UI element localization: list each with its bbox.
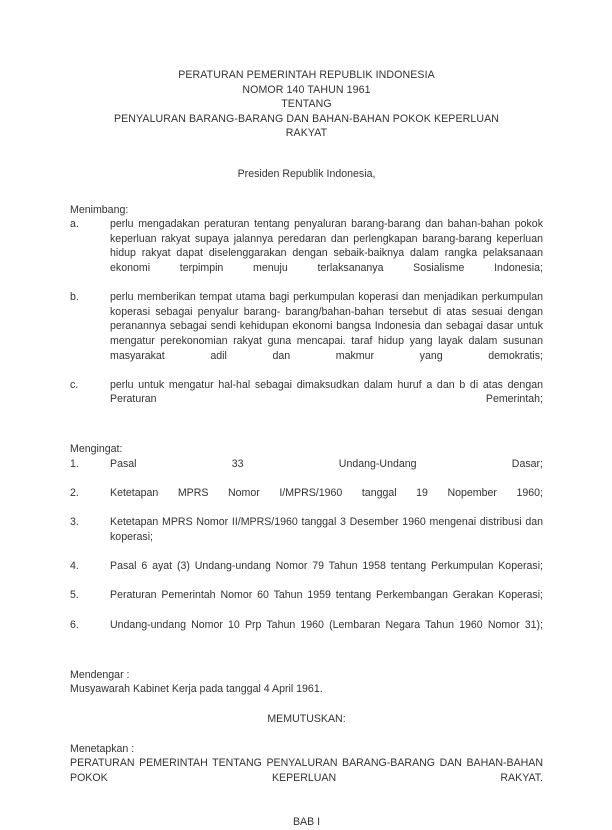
- mengingat-item-marker: 2.: [70, 487, 79, 500]
- menimbang-item: [70, 378, 543, 422]
- mengingat-item-marker: 4.: [70, 560, 79, 573]
- spacer-after-title: [70, 141, 543, 167]
- spacer-after-menimbang: [70, 421, 543, 442]
- mengingat-item-text: Peraturan Pemerintah Nomor 60 Tahun 1959 tentang Perkembangan Gerakan Koperasi;: [110, 589, 543, 602]
- mengingat-item: [70, 559, 543, 588]
- menimbang-item-marker: c.: [70, 378, 79, 391]
- mengingat-item-text: Undang-undang Nomor 10 Prp Tahun 1960 (Lembaran Negara Tahun 1960 Nomor 31);: [110, 618, 543, 631]
- mengingat-item-text: Pasal 6 ayat (3) Undang-undang Nomor 79 Tahun 1958 tentang Perkumpulan Koperasi;: [110, 560, 543, 573]
- mengingat-item-text: Ketetapan MPRS Nomor II/MPRS/1960 tanggal 3 Desember 1960 mengenai distribusi dan koperasi;: [110, 516, 543, 544]
- spacer-after-mendengar: [70, 697, 543, 712]
- title-line-about: TENTANG: [281, 98, 332, 111]
- menetapkan-text: PERATURAN PEMERINTAH TENTANG PENYALURAN BARANG-BARANG DAN BAHAN-BAHAN POKOK KEPERLUAN RAKYAT.: [70, 757, 543, 784]
- spacer-after-mengingat: [70, 647, 543, 668]
- mengingat-item: [70, 457, 543, 486]
- document-title-block: [70, 68, 543, 141]
- menetapkan-heading: Menetapkan :: [70, 742, 135, 755]
- menimbang-item-marker: b.: [70, 291, 79, 304]
- spacer-after-memutuskan: [70, 727, 543, 742]
- mendengar-text: Musyawarah Kabinet Kerja pada tanggal 4 April 1961.: [70, 683, 323, 696]
- title-line-number: NOMOR 140 TAHUN 1961: [242, 83, 371, 96]
- mengingat-item: [70, 588, 543, 617]
- document-issuer: Presiden Republik Indonesia,: [237, 167, 376, 180]
- mengingat-item-marker: 5.: [70, 589, 79, 602]
- menimbang-item-text: perlu untuk mengatur hal-hal sebagai dimaksudkan dalam huruf a dan b di atas dengan Peraturan Pemerintah;: [110, 378, 543, 406]
- mengingat-heading: Mengingat:: [70, 443, 123, 456]
- mendengar-heading: Mendengar :: [70, 668, 130, 681]
- menimbang-list: [70, 217, 543, 421]
- title-line-subject-1: PENYALURAN BARANG-BARANG DAN BAHAN-BAHAN POKOK KEPERLUAN: [113, 112, 500, 125]
- menimbang-item-marker: a.: [70, 218, 79, 231]
- title-line-regulation: PERATURAN PEMERINTAH REPUBLIK INDONESIA: [178, 69, 435, 81]
- spacer-after-issuer: [70, 182, 543, 203]
- mengingat-list: [70, 457, 543, 647]
- chapter-heading: BAB I: [292, 815, 321, 828]
- mengingat-item: [70, 618, 543, 647]
- menimbang-heading: Menimbang:: [70, 203, 129, 216]
- mengingat-item-text: Ketetapan MPRS Nomor I/MPRS/1960 tanggal 19 Nopember 1960;: [110, 487, 543, 500]
- mengingat-item: [70, 486, 543, 515]
- mengingat-item-marker: 1.: [70, 458, 79, 471]
- mengingat-item-marker: 3.: [70, 516, 79, 529]
- menimbang-item-text: perlu mengadakan peraturan tentang penyaluran barang-barang dan bahan-bahan pokok keperluan rakyat supaya jalannya peredaran dan perlengkapan barang-barang keperluan hidup rakyat dapat diselenggarakan dengan sebaik-baiknya dalam rangka pelaksanaan ekonomi terpimpin menuju terlaksananya Sosialisme Indonesia;: [110, 218, 543, 274]
- memutuskan-heading: MEMUTUSKAN:: [267, 712, 346, 725]
- mengingat-item: [70, 515, 543, 559]
- document-content: [70, 68, 543, 830]
- menimbang-item-text: perlu memberikan tempat utama bagi perkumpulan koperasi dan menjadikan perkumpulan koperasi sebagai penyalur barang- barang/bahan-bahan tersebut di atas sesuai dengan peranannya sebagai sendi kehidupan ekonomi bangsa Indonesia dan sebagai dasar untuk mengatur perekonomian rakyat guna mencapai. taraf hidup yang layak dalam susunan masyarakat adil dan makmur yang demokratis;: [110, 291, 543, 362]
- mengingat-item-text: Pasal 33 Undang-Undang Dasar;: [110, 458, 543, 471]
- menimbang-item: [70, 290, 543, 378]
- title-line-subject-2: RAKYAT: [285, 127, 328, 140]
- mengingat-item-marker: 6.: [70, 618, 79, 631]
- spacer-after-menetapkan: [70, 800, 543, 815]
- menimbang-item: [70, 217, 543, 290]
